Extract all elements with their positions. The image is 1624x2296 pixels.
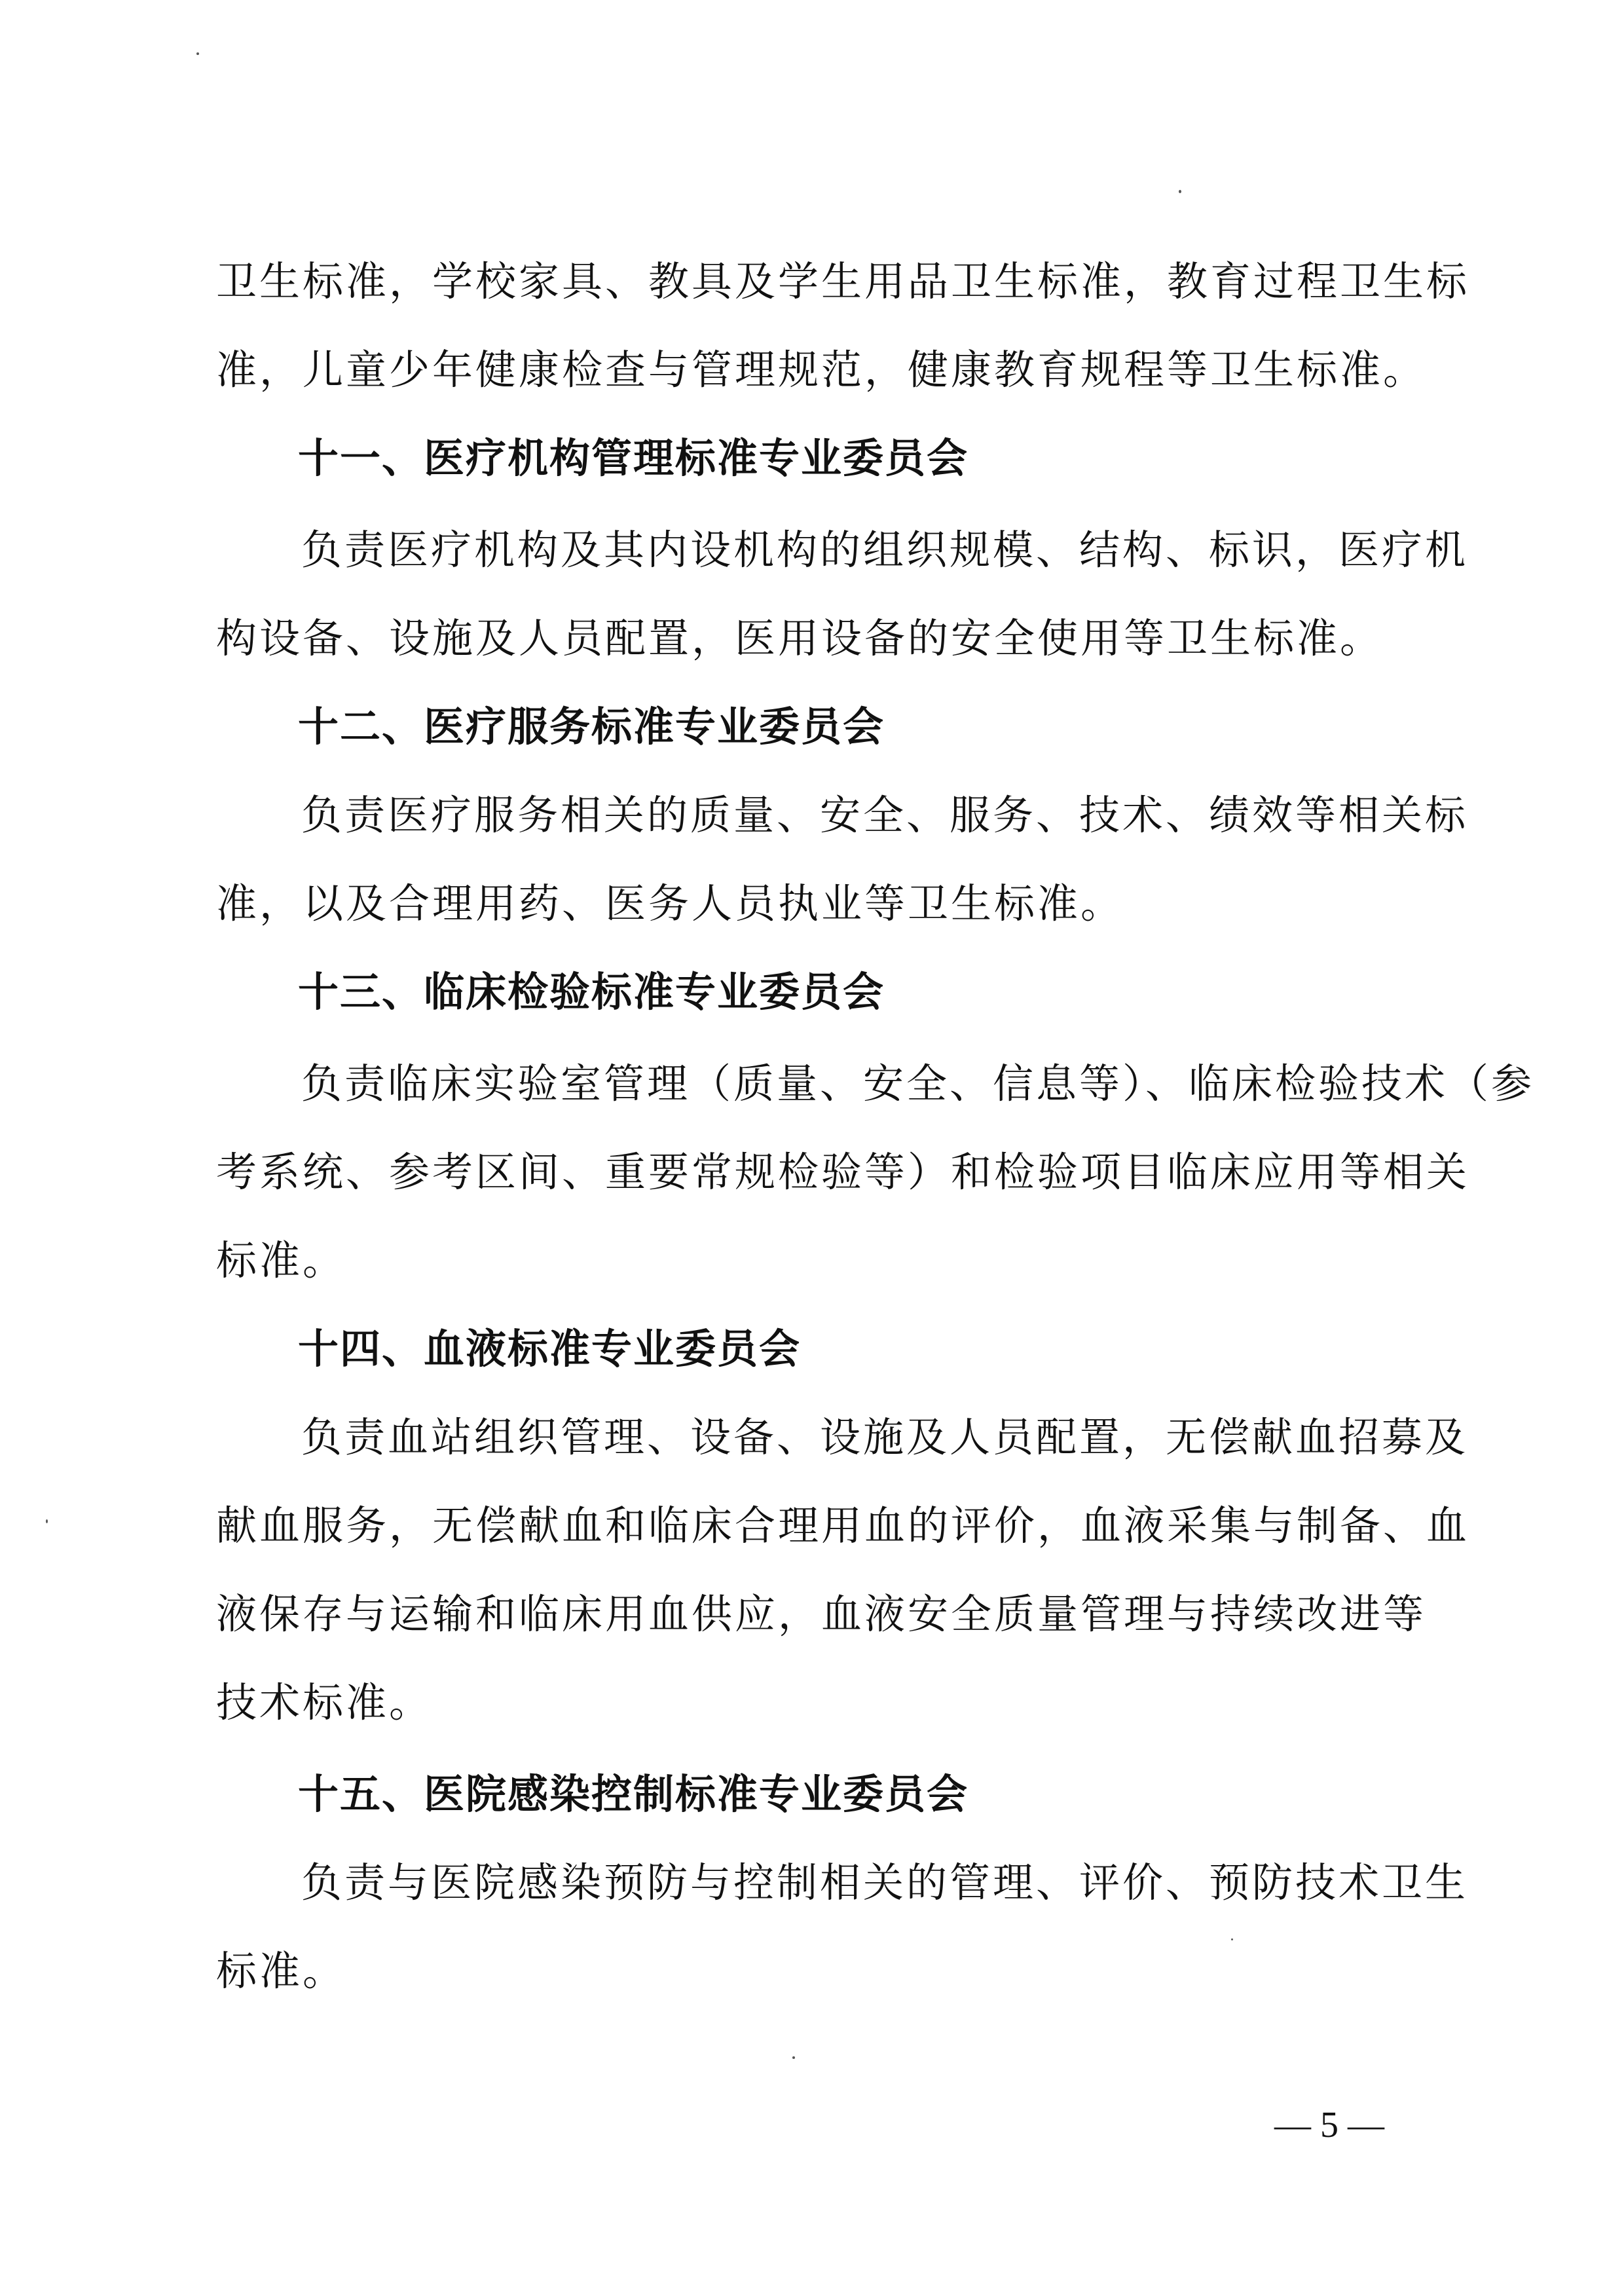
body-text-line: 技术标准。 xyxy=(216,1678,433,1726)
scan-speck xyxy=(196,52,199,55)
body-text-line: 准，儿童少年健康检查与管理规范，健康教育规程等卫生标准。 xyxy=(216,346,1427,394)
scan-speck xyxy=(792,2056,795,2059)
body-text-line: 液保存与运输和临床用血供应，血液安全质量管理与持续改进等 xyxy=(216,1590,1427,1638)
scan-speck xyxy=(1179,190,1181,193)
body-text-line: 卫生标准，学校家具、教具及学生用品卫生标准，教育过程卫生标 xyxy=(216,257,1470,305)
body-text-line: 负责血站组织管理、设备、设施及人员配置，无偿献血招募及 xyxy=(301,1413,1469,1461)
body-text-line: 构设备、设施及人员配置，医用设备的安全使用等卫生标准。 xyxy=(216,614,1384,662)
section-heading: 十三、临床检验标准专业委员会 xyxy=(298,968,885,1016)
body-text-line: 考系统、参考区间、重要常规检验等）和检验项目临床应用等相关 xyxy=(216,1148,1470,1196)
page-number: — 5 — xyxy=(1274,2105,1384,2145)
body-text-line: 标准。 xyxy=(216,1236,346,1284)
section-heading: 十二、医疗服务标准专业委员会 xyxy=(298,703,885,750)
body-text-line: 负责医疗机构及其内设机构的组织规模、结构、标识，医疗机 xyxy=(301,526,1469,574)
section-heading: 十四、血液标准专业委员会 xyxy=(298,1325,802,1373)
scan-speck xyxy=(46,1519,48,1523)
body-text-line: 准，以及合理用药、医务人员执业等卫生标准。 xyxy=(216,880,1124,927)
body-text-line: 献血服务，无偿献血和临床合理用血的评价，血液采集与制备、血 xyxy=(216,1502,1470,1549)
section-heading: 十一、医疗机构管理标准专业委员会 xyxy=(298,434,969,482)
scan-speck xyxy=(1231,1938,1233,1940)
body-text-line: 负责临床实验室管理（质量、安全、信息等）、临床检验技术（参 xyxy=(301,1060,1535,1107)
body-text-line: 负责与医院感染预防与控制相关的管理、评价、预防技术卫生 xyxy=(301,1859,1469,1906)
body-text-line: 负责医疗服务相关的质量、安全、服务、技术、绩效等相关标 xyxy=(301,791,1469,839)
section-heading: 十五、医院感染控制标准专业委员会 xyxy=(298,1770,969,1818)
body-text-line: 标准。 xyxy=(216,1947,346,1995)
